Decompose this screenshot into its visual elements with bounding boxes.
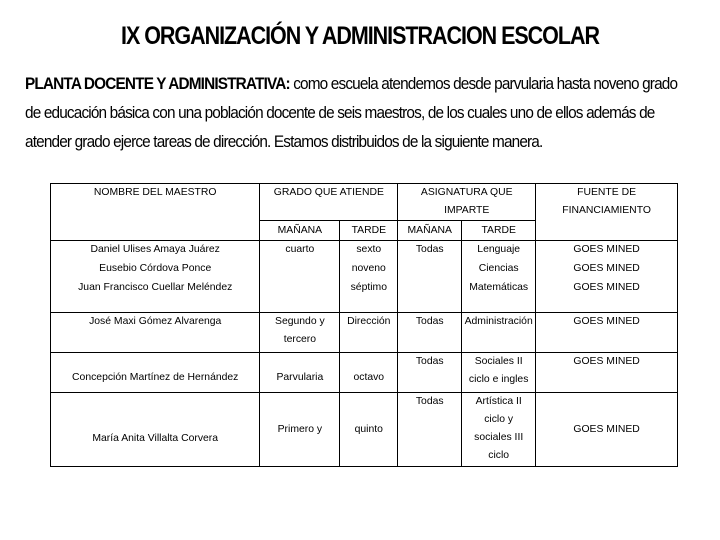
subject-afternoon: Sociales II ciclo e ingles <box>462 353 536 393</box>
intro-text: como escuela atendemos desde parvularia hasta noveno grado de educación básica con una población docente de seis maestros, de los cuales uno de ellos además de atender grado ejerce tareas de dirección. Estamos distribuidos de la siguiente manera. <box>25 75 678 151</box>
teacher-name: José Maxi Gómez Alvarenga <box>51 313 260 353</box>
header-teacher: NOMBRE DEL MAESTRO <box>51 184 260 241</box>
table-row <box>51 313 678 353</box>
funding: GOES MINED <box>536 260 678 279</box>
table-row <box>51 353 678 393</box>
funding: GOES MINED <box>536 353 678 393</box>
funding: GOES MINED <box>536 241 678 260</box>
staff-table <box>50 183 678 467</box>
subject-afternoon: Ciencias <box>462 260 536 279</box>
grade-afternoon: noveno <box>340 260 398 279</box>
subject-morning <box>398 279 462 313</box>
teacher-name: Eusebio Córdova Ponce <box>51 260 260 279</box>
header-subject-morning: MAÑANA <box>398 221 462 241</box>
grade-afternoon: séptimo <box>340 279 398 313</box>
grade-morning <box>260 260 340 279</box>
header-funding: FUENTE DE FINANCIAMIENTO <box>536 184 678 241</box>
funding: GOES MINED <box>536 393 678 467</box>
grade-morning: Primero y <box>260 393 340 467</box>
header-grade-morning: MAÑANA <box>260 221 340 241</box>
table-header-row <box>51 184 678 221</box>
intro-bold-label: PLANTA DOCENTE Y ADMINISTRATIVA: <box>25 75 290 93</box>
grade-morning: Segundo y tercero <box>260 313 340 353</box>
funding: GOES MINED <box>536 279 678 313</box>
grade-afternoon: octavo <box>340 353 398 393</box>
funding: GOES MINED <box>536 313 678 353</box>
table-row <box>51 393 678 467</box>
subject-afternoon: Artística II ciclo y sociales III ciclo <box>462 393 536 467</box>
grade-afternoon: sexto <box>340 241 398 260</box>
subject-afternoon: Lenguaje <box>462 241 536 260</box>
subject-afternoon: Matemáticas <box>462 279 536 313</box>
subject-morning: Todas <box>398 313 462 353</box>
page-title: IX ORGANIZACIÓN Y ADMINISTRACION ESCOLAR <box>121 22 599 50</box>
table-row <box>51 279 678 313</box>
teacher-name: Concepción Martínez de Hernández <box>51 353 260 393</box>
intro-paragraph <box>25 70 685 157</box>
grade-morning: Parvularia <box>260 353 340 393</box>
header-grade: GRADO QUE ATIENDE <box>260 184 398 221</box>
grade-afternoon: Dirección <box>340 313 398 353</box>
subject-afternoon: Administración <box>462 313 536 353</box>
grade-morning <box>260 279 340 313</box>
teacher-name: María Anita Villalta Corvera <box>51 393 260 467</box>
subject-morning: Todas <box>398 393 462 467</box>
subject-morning <box>398 260 462 279</box>
subject-morning: Todas <box>398 241 462 260</box>
header-grade-afternoon: TARDE <box>340 221 398 241</box>
table-row <box>51 260 678 279</box>
grade-morning: cuarto <box>260 241 340 260</box>
teacher-name: Daniel Ulises Amaya Juárez <box>51 241 260 260</box>
grade-afternoon: quinto <box>340 393 398 467</box>
teacher-name: Juan Francisco Cuellar Meléndez <box>51 279 260 313</box>
header-subject-afternoon: TARDE <box>462 221 536 241</box>
subject-morning: Todas <box>398 353 462 393</box>
header-subject: ASIGNATURA QUE IMPARTE <box>398 184 536 221</box>
table-row <box>51 241 678 260</box>
